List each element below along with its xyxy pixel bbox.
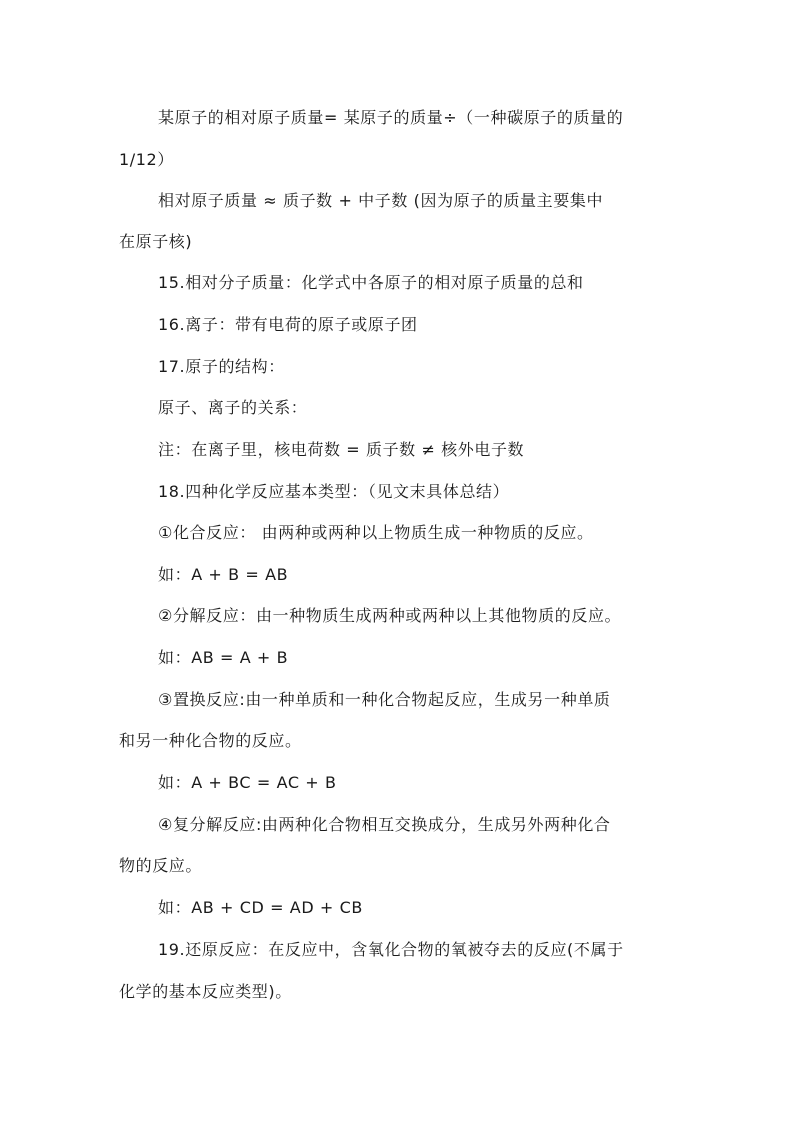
- atom-ion-relation: 原子、离子的关系：: [158, 398, 308, 417]
- combination-reaction: ①化合反应： 由两种或两种以上物质生成一种物质的反应。: [158, 523, 594, 542]
- item-16-ion: 16.离子：带有电荷的原子或原子团: [158, 315, 418, 334]
- double-decomposition-reaction-example: 如：AB + CD = AD + CB: [158, 898, 363, 917]
- relative-atomic-mass-definition: 某原子的相对原子质量= 某原子的质量÷（一种碳原子的质量的: [158, 108, 624, 127]
- relative-atomic-mass-approximation-cont: 在原子核): [119, 232, 193, 251]
- combination-reaction-example: 如：A + B = AB: [158, 565, 289, 584]
- double-decomposition-reaction: ④复分解反应:由两种化合物相互交换成分，生成另外两种化合: [158, 815, 611, 834]
- decomposition-reaction-example: 如：AB = A + B: [158, 648, 289, 667]
- double-decomposition-reaction-cont: 物的反应。: [119, 856, 203, 875]
- item-17-atomic-structure: 17.原子的结构：: [158, 357, 285, 376]
- item-19-reduction-reaction: 19.还原反应：在反应中，含氧化合物的氧被夺去的反应(不属于: [158, 940, 624, 959]
- relative-atomic-mass-definition-cont: 1/12）: [119, 150, 174, 169]
- relative-atomic-mass-approximation: 相对原子质量 ≈ 质子数 + 中子数 (因为原子的质量主要集中: [158, 191, 604, 210]
- displacement-reaction-example: 如：A + BC = AC + B: [158, 773, 337, 792]
- item-19-reduction-reaction-cont: 化学的基本反应类型)。: [119, 982, 292, 1001]
- decomposition-reaction: ②分解反应：由一种物质生成两种或两种以上其他物质的反应。: [158, 606, 622, 625]
- ion-charge-note: 注：在离子里，核电荷数 = 质子数 ≠ 核外电子数: [158, 440, 525, 459]
- displacement-reaction: ③置换反应:由一种单质和一种化合物起反应，生成另一种单质: [158, 690, 611, 709]
- item-15-relative-molecular-mass: 15.相对分子质量：化学式中各原子的相对原子质量的总和: [158, 273, 584, 292]
- item-18-reaction-types: 18.四种化学反应基本类型：（见文末具体总结）: [158, 482, 510, 501]
- displacement-reaction-cont: 和另一种化合物的反应。: [119, 731, 302, 750]
